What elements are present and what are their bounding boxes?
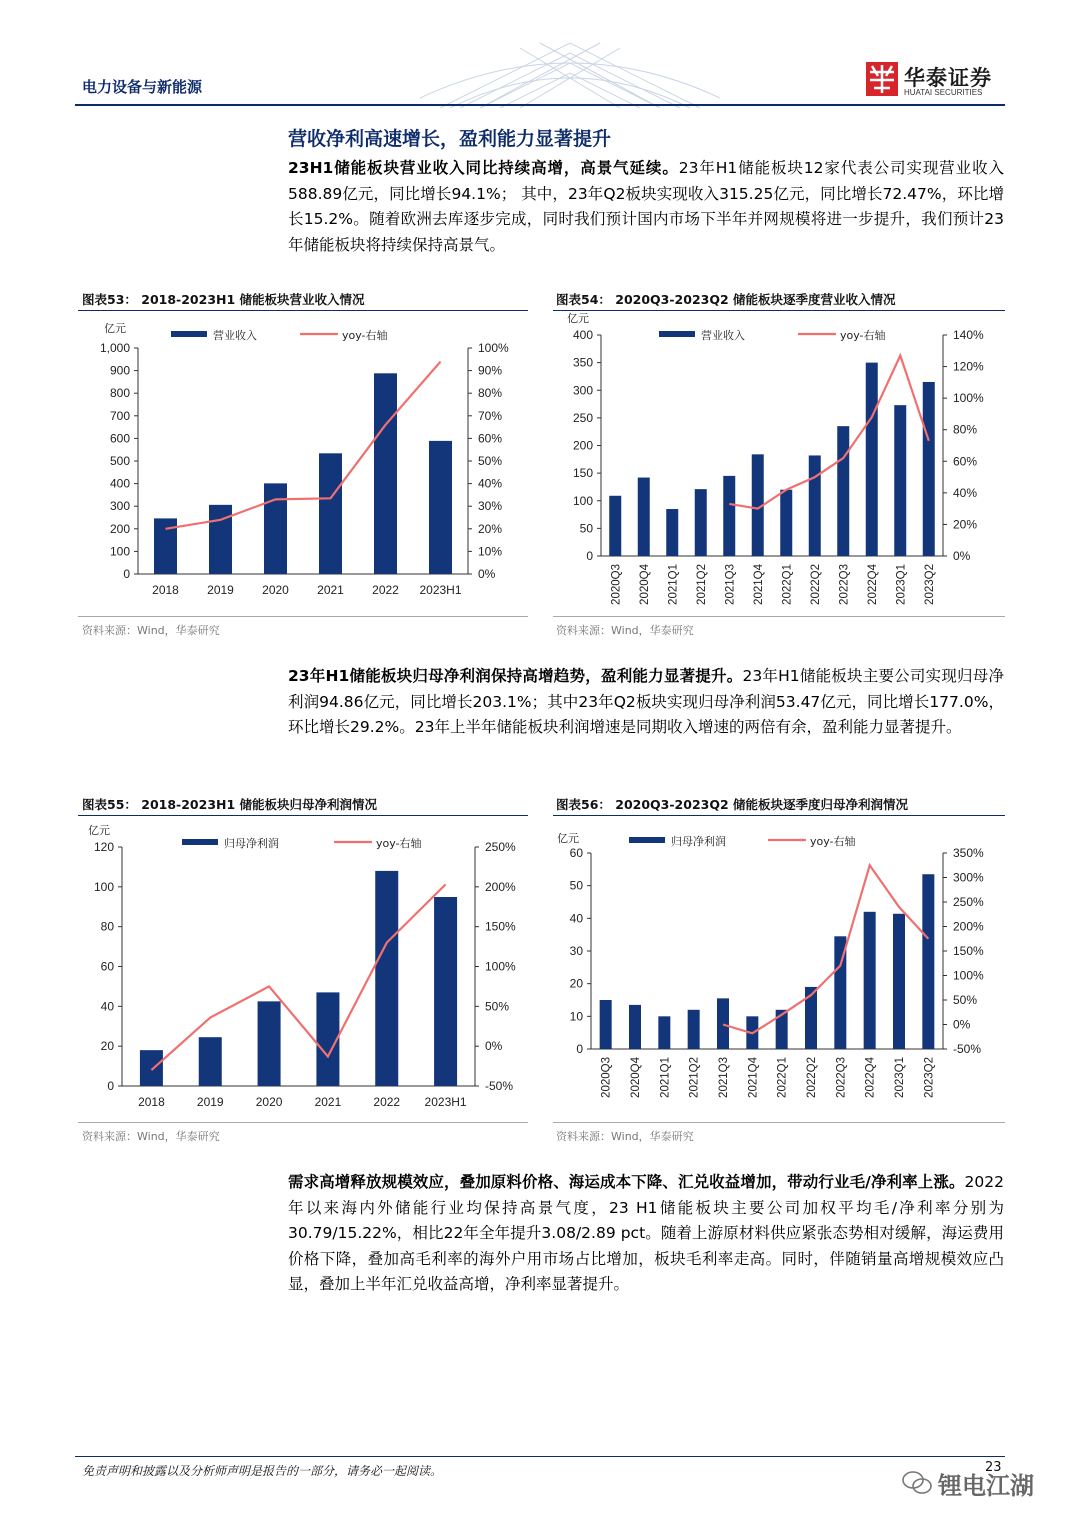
y-left-tick-label: 30 — [569, 944, 583, 958]
y-right-tick-label: 0% — [953, 549, 971, 563]
figure-53-bottom-rule — [78, 616, 528, 617]
y-right-tick-label: 80% — [953, 422, 978, 437]
y-right-tick-label: 150% — [485, 919, 516, 934]
y-left-tick-label: 0 — [576, 1042, 583, 1056]
legend-bar-label: 营业收入 — [213, 329, 257, 342]
y-right-tick-label: 90% — [478, 363, 503, 378]
x-tick-label: 2021Q1 — [667, 564, 680, 605]
y-left-tick-label: 40 — [100, 999, 114, 1014]
footer-disclaimer: 免责声明和披露以及分析师声明是报告的一部分，请务必一起阅读。 — [82, 1464, 443, 1478]
y-right-tick-label: 100% — [953, 391, 984, 406]
legend-bar-swatch — [659, 331, 695, 337]
bar-营业收入 — [809, 455, 821, 556]
y-right-tick-label: 80% — [478, 386, 503, 401]
y-axis-unit: 亿元 — [557, 832, 579, 845]
y-right-tick-label: 0% — [478, 567, 496, 581]
figure-55-rule — [78, 815, 528, 816]
figure-53-chart — [78, 318, 528, 608]
y-right-tick-label: -50% — [953, 1042, 982, 1056]
x-tick-label: 2023Q1 — [895, 564, 908, 605]
y-left-tick-label: 400 — [109, 476, 130, 491]
y-right-tick-label: 150% — [953, 944, 984, 958]
legend-bar-label: 营业收入 — [701, 329, 745, 342]
bar-营业收入 — [723, 476, 735, 556]
bar-营业收入 — [429, 441, 452, 574]
paragraph-profit-body: 23年H1储能板块主要公司实现归母净利润94.86亿元，同比增长203.1%；其中23年Q2板块实现归母净利润53.47亿元，同比增长177.0%，环比增长29.2%。23年上半年储能板块利润增速是同期收入增速的两倍有余，盈利能力显著提升。 — [288, 667, 1004, 736]
y-right-tick-label: 0% — [485, 1039, 503, 1054]
x-tick-label: 2021 — [314, 1095, 342, 1109]
paragraph-revenue — [288, 156, 1004, 258]
y-left-tick-label: 0 — [586, 549, 593, 563]
y-right-tick-label: 200% — [953, 919, 984, 934]
x-tick-label: 2019 — [196, 1095, 224, 1109]
y-right-tick-label: 50% — [478, 454, 503, 468]
x-tick-label: 2023H1 — [419, 583, 462, 597]
bar-归母净利润 — [688, 1010, 700, 1049]
y-left-tick-label: 40 — [569, 911, 583, 926]
x-tick-label: 2020 — [255, 1095, 283, 1109]
bar-归母净利润 — [658, 1016, 670, 1049]
y-right-tick-label: 100% — [485, 959, 516, 974]
figure-55-bottom-rule — [78, 1122, 528, 1123]
x-tick-label: 2022 — [372, 583, 399, 597]
y-left-tick-label: 60 — [569, 846, 583, 860]
bar-营业收入 — [374, 373, 397, 574]
huatai-logo — [866, 62, 1006, 102]
x-tick-label: 2021Q1 — [659, 1057, 672, 1098]
bar-归母净利润 — [893, 914, 905, 1049]
y-left-tick-label: 20 — [569, 976, 583, 991]
figure-56-rule — [553, 815, 1005, 816]
y-left-tick-label: 250 — [572, 410, 593, 425]
legend-line-label: yoy-右轴 — [342, 329, 388, 342]
y-left-tick-label: 10 — [569, 1009, 583, 1024]
bar-营业收入 — [264, 483, 287, 574]
bar-归母净利润 — [717, 998, 729, 1049]
y-left-tick-label: 700 — [109, 408, 130, 423]
paragraph-margin-body: 2022年以来海内外储能行业均保持高景气度，23 H1储能板块主要公司加权平均毛/净利率分别为30.79/15.22%，相比22年全年提升3.08/2.89 pct。随着上游原材料供应紧张态势相对缓解，海运费用价格下降，叠加高毛利率的海外户用市场占比增加，板块毛利率走高。同时，伴随销量高增规模效应凸显，叠加上半年汇兑收益高增，净利率显著提升。 — [288, 1173, 1004, 1293]
y-right-tick-label: 50% — [485, 999, 510, 1014]
x-tick-label: 2020Q3 — [600, 1057, 613, 1098]
legend-bar-label: 归母净利润 — [671, 835, 726, 848]
y-left-tick-label: 120 — [93, 840, 114, 854]
y-left-tick-label: 350 — [572, 355, 593, 370]
y-right-tick-label: 100% — [478, 341, 509, 355]
bar-营业收入 — [894, 405, 906, 556]
figure-56-bottom-rule — [553, 1122, 1005, 1123]
x-tick-label: 2021 — [317, 583, 344, 597]
x-tick-label: 2018 — [152, 583, 179, 597]
x-tick-label: 2019 — [207, 583, 234, 597]
bar-营业收入 — [209, 505, 232, 574]
x-tick-label: 2022Q3 — [835, 1057, 848, 1098]
wechat-icon — [902, 1470, 932, 1496]
legend-line-label: yoy-右轴 — [376, 837, 422, 850]
x-tick-label: 2018 — [138, 1095, 165, 1109]
y-right-tick-label: 30% — [478, 499, 503, 514]
bar-归母净利润 — [199, 1037, 222, 1086]
bar-营业收入 — [319, 453, 342, 574]
bar-归母净利润 — [922, 874, 934, 1049]
y-right-tick-label: 70% — [478, 408, 503, 423]
y-left-tick-label: 900 — [109, 363, 130, 378]
legend-bar-label: 归母净利润 — [224, 837, 279, 850]
y-right-tick-label: 20% — [478, 521, 503, 536]
x-tick-label: 2022Q1 — [776, 1057, 789, 1098]
y-left-tick-label: 100 — [109, 544, 130, 559]
y-left-tick-label: 50 — [579, 521, 593, 536]
bar-营业收入 — [666, 509, 678, 556]
y-right-tick-label: 120% — [953, 359, 984, 374]
x-tick-label: 2022Q1 — [781, 564, 794, 605]
y-right-tick-label: 200% — [485, 879, 516, 894]
header-rule — [75, 104, 1005, 106]
x-tick-label: 2023Q2 — [923, 564, 936, 605]
legend-bar-swatch — [182, 839, 218, 845]
y-right-tick-label: 250% — [485, 840, 516, 854]
figure-55-source: 资料来源：Wind，华泰研究 — [82, 1130, 220, 1143]
figure-54-rule — [553, 310, 1005, 311]
y-left-tick-label: 300 — [109, 499, 130, 514]
y-right-tick-label: 0% — [953, 1017, 971, 1032]
figure-55-title: 图表55： 2018-2023H1 储能板块归母净利润情况 — [82, 797, 378, 812]
y-left-tick-label: 0 — [123, 567, 130, 581]
figure-55-chart — [78, 822, 528, 1117]
y-right-tick-label: 140% — [953, 328, 984, 342]
x-tick-label: 2021Q2 — [688, 1057, 701, 1098]
line-yoy — [151, 884, 445, 1070]
y-right-tick-label: 60% — [953, 454, 978, 469]
x-tick-label: 2023H1 — [424, 1095, 467, 1109]
y-left-tick-label: 0 — [107, 1079, 114, 1093]
bar-归母净利润 — [140, 1050, 163, 1086]
y-left-tick-label: 150 — [572, 466, 593, 481]
figure-54-source: 资料来源：Wind，华泰研究 — [556, 624, 694, 637]
x-tick-label: 2020Q4 — [630, 1057, 642, 1098]
x-tick-label: 2021Q2 — [695, 564, 708, 605]
y-right-tick-label: 40% — [478, 476, 503, 491]
page-number: 23 — [985, 1460, 1002, 1475]
y-right-tick-label: 100% — [953, 968, 984, 983]
x-tick-label: 2022Q3 — [838, 564, 851, 605]
figure-54-bottom-rule — [553, 616, 1005, 617]
paragraph-margin — [288, 1170, 1004, 1298]
header-decoration — [420, 38, 720, 108]
y-right-tick-label: 10% — [478, 544, 503, 559]
y-axis-unit: 亿元 — [567, 312, 589, 325]
figure-53-rule — [78, 310, 528, 311]
legend-bar-swatch — [171, 331, 207, 337]
paragraph-revenue-lead: 23H1储能板块营业收入同比持续高增，高景气延续。 — [288, 159, 679, 177]
y-left-tick-label: 200 — [109, 521, 130, 536]
bar-归母净利润 — [864, 912, 876, 1049]
legend-line-label: yoy-右轴 — [840, 329, 886, 342]
paragraph-margin-lead: 需求高增释放规模效应，叠加原料价格、海运成本下降、汇兑收益增加，带动行业毛/净利率上涨。 — [288, 1173, 965, 1191]
y-left-tick-label: 80 — [100, 919, 114, 934]
y-left-tick-label: 20 — [100, 1039, 114, 1054]
x-tick-label: 2022 — [373, 1095, 401, 1109]
y-right-tick-label: 20% — [953, 517, 978, 532]
bar-营业收入 — [923, 382, 935, 556]
bar-营业收入 — [609, 496, 621, 556]
bar-归母净利润 — [375, 871, 398, 1086]
x-tick-label: 2022Q4 — [864, 1057, 877, 1098]
logo-text-cn: 华泰证券 — [904, 66, 992, 90]
line-yoy — [166, 362, 441, 529]
legend-bar-swatch — [629, 837, 665, 843]
bar-归母净利润 — [258, 1001, 281, 1086]
y-right-tick-label: 350% — [953, 846, 984, 860]
y-left-tick-label: 60 — [100, 959, 114, 974]
bar-归母净利润 — [629, 1005, 641, 1049]
y-left-tick-label: 100 — [93, 879, 114, 894]
x-tick-label: 2021Q3 — [718, 1057, 730, 1098]
figure-56-chart — [553, 826, 1005, 1120]
bar-营业收入 — [837, 426, 849, 556]
bar-归母净利润 — [600, 1000, 612, 1049]
y-right-tick-label: -50% — [485, 1079, 514, 1093]
bar-营业收入 — [638, 478, 650, 556]
x-tick-label: 2021Q4 — [747, 1057, 760, 1098]
x-tick-label: 2023Q2 — [923, 1057, 936, 1098]
x-tick-label: 2021Q4 — [752, 564, 765, 605]
paragraph-revenue-body: 23年H1储能板块12家代表公司实现营业收入588.89亿元，同比增长94.1%； 其中，23年Q2板块实现收入315.25亿元，同比增长72.47%，环比增长15.2%。随着欧洲去库逐步完成，同时我们预计国内市场下半年并网规模将进一步提升，我们预计23年储能板块将持续保持高景气。 — [288, 159, 1004, 254]
y-left-tick-label: 400 — [572, 328, 593, 342]
x-tick-label: 2022Q2 — [806, 1057, 818, 1098]
x-tick-label: 2022Q2 — [809, 564, 822, 605]
y-left-tick-label: 300 — [572, 383, 593, 398]
x-tick-label: 2020Q4 — [638, 564, 651, 605]
y-left-tick-label: 800 — [109, 386, 130, 401]
figure-54-title: 图表54： 2020Q3-2023Q2 储能板块逐季度营业收入情况 — [556, 292, 896, 307]
legend-line-label: yoy-右轴 — [810, 835, 856, 848]
y-axis-unit: 亿元 — [104, 322, 126, 335]
watermark: 锂电江湖 — [938, 1472, 1034, 1500]
y-right-tick-label: 300% — [953, 870, 984, 885]
bar-归母净利润 — [434, 897, 457, 1086]
section-tag: 电力设备与新能源 — [82, 78, 203, 96]
y-left-tick-label: 1,000 — [99, 341, 130, 355]
huatai-logo-icon — [866, 62, 898, 96]
paragraph-profit-lead: 23年H1储能板块归母净利润保持高增趋势，盈利能力显著提升。 — [288, 667, 743, 685]
figure-53-title: 图表53： 2018-2023H1 储能板块营业收入情况 — [82, 292, 365, 307]
x-tick-label: 2022Q4 — [866, 564, 879, 605]
x-tick-label: 2023Q1 — [894, 1057, 906, 1098]
bar-营业收入 — [780, 490, 792, 556]
y-left-tick-label: 100 — [572, 493, 593, 508]
figure-56-source: 资料来源：Wind，华泰研究 — [556, 1130, 694, 1143]
y-right-tick-label: 50% — [953, 993, 978, 1007]
y-right-tick-label: 40% — [953, 485, 978, 500]
y-right-tick-label: 250% — [953, 895, 984, 909]
figure-54-chart — [553, 312, 1005, 614]
y-left-tick-label: 200 — [572, 438, 593, 453]
bar-营业收入 — [866, 363, 878, 556]
paragraph-profit — [288, 664, 1004, 741]
logo-text-en: HUATAI SECURITIES — [904, 88, 983, 97]
figure-53-source: 资料来源：Wind，华泰研究 — [82, 624, 220, 637]
section-heading: 营收净利高速增长，盈利能力显著提升 — [288, 128, 612, 150]
y-axis-unit: 亿元 — [88, 824, 110, 837]
footer-rule — [75, 1456, 1005, 1457]
y-left-tick-label: 500 — [109, 454, 130, 468]
x-tick-label: 2020Q3 — [610, 564, 623, 605]
y-left-tick-label: 600 — [109, 431, 130, 446]
y-right-tick-label: 60% — [478, 431, 503, 446]
x-tick-label: 2021Q3 — [724, 564, 737, 605]
x-tick-label: 2020 — [262, 583, 289, 597]
figure-56-title: 图表56： 2020Q3-2023Q2 储能板块逐季度归母净利润情况 — [556, 797, 909, 812]
bar-营业收入 — [695, 489, 707, 556]
y-left-tick-label: 50 — [569, 878, 583, 893]
